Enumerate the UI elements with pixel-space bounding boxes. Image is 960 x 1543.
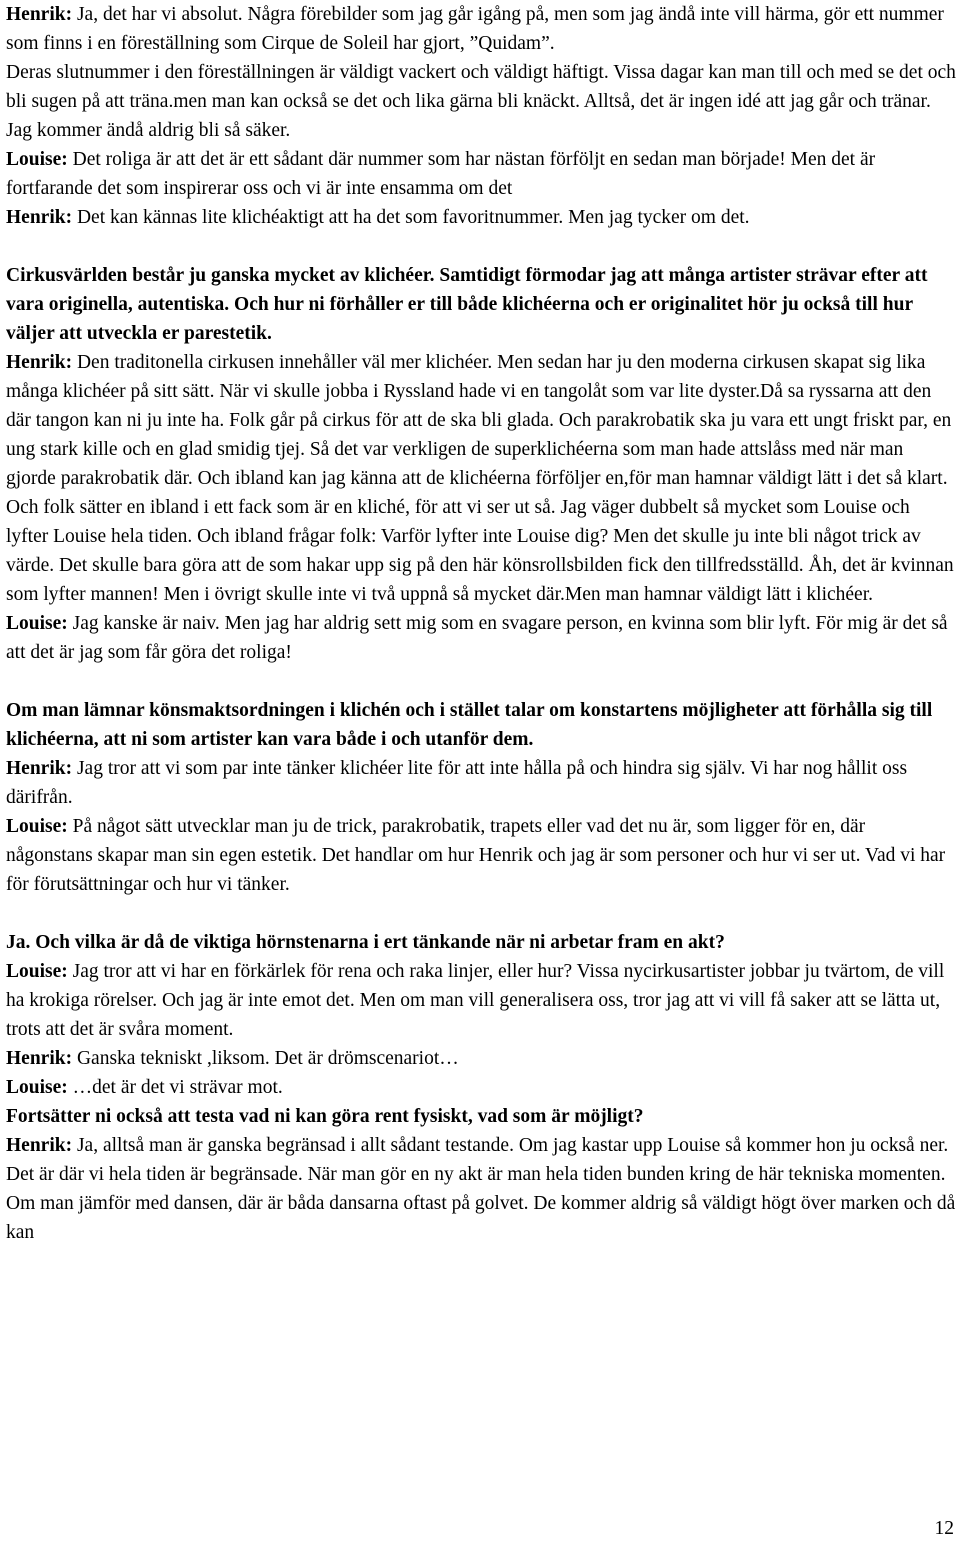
page-number: 12 (934, 1518, 954, 1539)
paragraph-text: Ja, alltså man är ganska begränsad i allt sådant testande. Om jag kastar upp Louise så kommer hon ju också ner. Det är där vi hela tiden är begränsade. När man gör en ny akt är man hela tiden bunden kring de här tekniska momenten. Om man jämför med dansen, där är båda dansarna oftast på golvet. De kommer aldrig så väldigt högt över marken och då kan (6, 1135, 956, 1243)
paragraph-louise-roliga (6, 145, 956, 203)
paragraph-text: …det är det vi strävar mot. (67, 1077, 283, 1098)
paragraph-henrik-klicheaktigt (6, 203, 956, 232)
paragraph-text: Jag kanske är naiv. Men jag har aldrig sett mig som en svagare person, en kvinna som blir lyft. För mig är det så att det är jag som får göra det roliga! (6, 613, 948, 663)
speaker-louise: Louise: (6, 816, 68, 837)
paragraph-henrik-cliches (6, 348, 956, 609)
speaker-louise: Louise: (6, 961, 68, 982)
paragraph-henrik-quidam (6, 0, 956, 58)
spacer (6, 232, 956, 261)
paragraph-text: Jag tror att vi som par inte tänker klichéer lite för att inte hålla på och hindra sig själv. Vi har nog hållit oss därifrån. (6, 758, 908, 808)
speaker-henrik: Henrik: (6, 1048, 73, 1069)
document-page (6, 0, 956, 1247)
speaker-louise: Louise: (6, 613, 68, 634)
paragraph-text: Ja, det har vi absolut. Några förebilder som jag går igång på, men som jag ändå inte vill härma, gör ett nummer som finns i en föreställning som Cirque de Soleil har gjort, ”Quidam”. (6, 4, 944, 54)
speaker-louise: Louise: (6, 1077, 68, 1098)
paragraph-henrik-tekniskt (6, 1044, 956, 1073)
paragraph-text: På något sätt utvecklar man ju de trick, parakrobatik, trapets eller vad det nu är, som ligger för en, där någonstans skapar man sin egen estetik. Det handlar om hur Henrik och jag är som personer och hur vi ser ut. Vad vi har för förutsättningar och hur vi tänker. (6, 816, 946, 895)
speaker-henrik: Henrik: (6, 4, 73, 25)
spacer (6, 667, 956, 696)
paragraph-louise-estetik (6, 812, 956, 899)
interview-question-cliches: Cirkusvärlden består ju ganska mycket av klichéer. Samtidigt förmodar jag att många artister strävar efter att vara originella, autentiska. Och hur ni förhåller er till både klichéerna och er originalitet hör ju också till hur väljer att utveckla er parestetik. (6, 265, 928, 344)
paragraph-louise-naiv (6, 609, 956, 667)
speaker-henrik: Henrik: (6, 758, 73, 779)
spacer (6, 899, 956, 928)
interview-question-hornstenar: Ja. Och vilka är då de viktiga hörnstenarna i ert tänkande när ni arbetar fram en akt? (6, 932, 725, 953)
interview-question-fysiskt: Fortsätter ni också att testa vad ni kan göra rent fysiskt, vad som är möjligt? (6, 1106, 644, 1127)
paragraph-text: Det roliga är att det är ett sådant där nummer som har nästan förföljt en sedan man började! Men det är fortfarande det som inspirerar oss och vi är inte ensamma om det (6, 149, 876, 199)
speaker-henrik: Henrik: (6, 1135, 73, 1156)
paragraph-text: Ganska tekniskt ,liksom. Det är drömscenariot… (72, 1048, 459, 1069)
paragraph-text: Det kan kännas lite klichéaktigt att ha det som favoritnummer. Men jag tycker om det. (72, 207, 750, 228)
paragraph-henrik-begransad (6, 1131, 956, 1247)
paragraph-louise-stravar (6, 1073, 956, 1102)
paragraph-deras-slutnummer: Deras slutnummer i den föreställningen är väldigt vackert och väldigt häftigt. Vissa dagar kan man till och med se det och bli sugen på att träna.men man kan också se det och lika gärna bli knäckt. Alltså, det är ingen idé att jag går och tränar. Jag kommer ändå aldrig bli så säker. (6, 62, 956, 141)
speaker-henrik: Henrik: (6, 207, 73, 228)
paragraph-text: Den traditonella cirkusen innehåller väl mer klichéer. Men sedan har ju den moderna cirkusen skapat sig lika många klichéer på sitt sätt. När vi skulle jobba i Ryssland hade vi en tangolåt som var lite dyster.Då sa ryssarna att den där tangon kan ni ju inte ha. Folk går på cirkus för att de ska bli glada. Och parakrobatik ska ju vara ett ungt friskt par, en ung stark kille och en glad smidig tjej. Så det var verkligen de superklichéerna som man hade attslåss med när man gjorde parakrobatik där. Och ibland kan jag känna att de klichéerna förföljer en,för man hamnar väldigt lätt i det så klart. Och folk sätter en ibland i ett fack som är en kliché, för att vi ser ut så. Jag väger dubbelt så mycket som Louise och lyfter Louise hela tiden. Och ibland frågar folk: Varför lyfter inte Louise dig? Men det skulle ju inte bli något trick av värde. Det skulle bara göra att de som hakar upp sig på den här könsrollsbilden fick den tillfredsställd. Åh, det är kvinnan som lyfter mannen! Men i övrigt skulle inte vi två uppnå så mycket där.Men man hamnar väldigt lätt i klichéer. (6, 352, 954, 605)
interview-question-konsmakt: Om man lämnar könsmaktsordningen i klichén och i stället talar om konstartens möjligheter att förhålla sig till klichéerna, att ni som artister kan vara både i och utanför dem. (6, 700, 933, 750)
speaker-henrik: Henrik: (6, 352, 73, 373)
paragraph-louise-linjer (6, 957, 956, 1044)
paragraph-text: Jag tror att vi har en förkärlek för rena och raka linjer, eller hur? Vissa nycirkusartister jobbar ju tvärtom, de vill ha krokiga rörelser. Och jag är inte emot det. Men om man vill generalisera oss, tror jag att vi vill få saker att se lätta ut, trots att det är svåra moment. (6, 961, 945, 1040)
speaker-louise: Louise: (6, 149, 68, 170)
paragraph-henrik-par (6, 754, 956, 812)
